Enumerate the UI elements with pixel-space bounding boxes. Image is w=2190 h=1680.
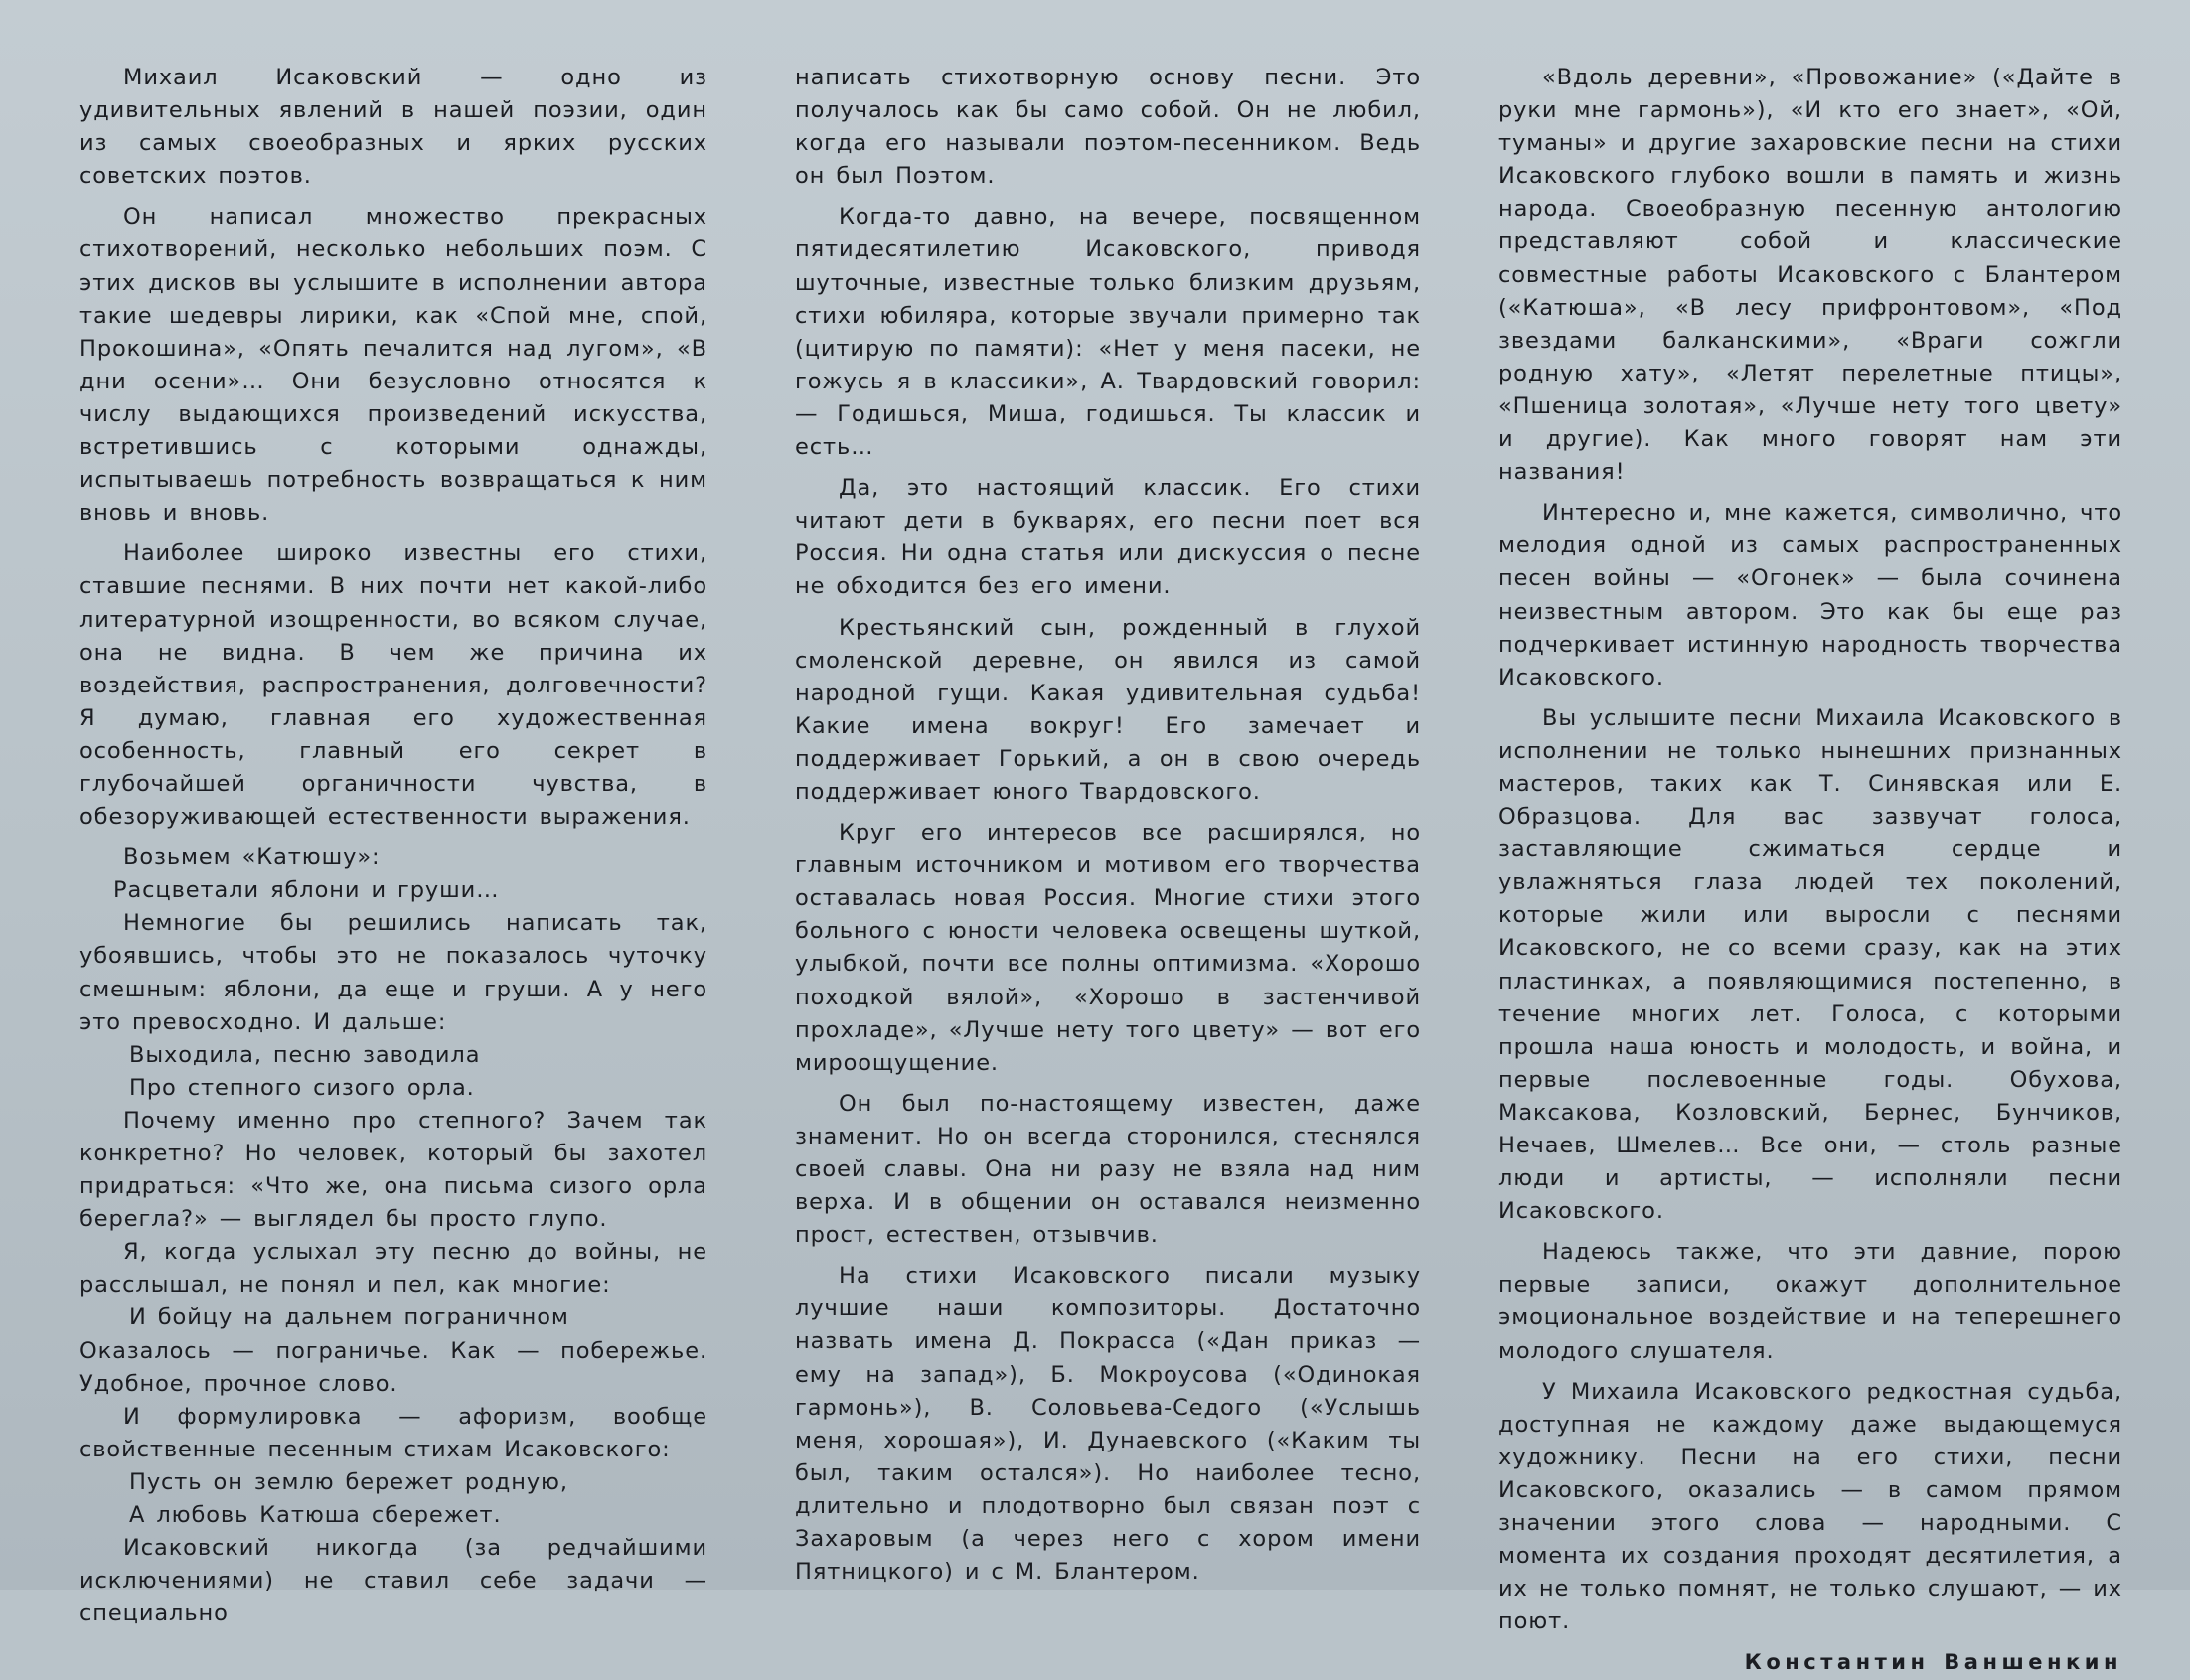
paragraph: Да, это настоящий классик. Его стихи читают дети в букварях, его песни поет вся Россия. Ни одна статья или дискуссия о песне не обходится без его имени.: [795, 475, 1421, 600]
paragraph: Вы услышите песни Михаила Исаковского в исполнении не только нынешних признанных мастеров, таких как Т. Синявская или Е. Образцова. Для вас зазвучат голоса, заставляющие сжиматься сердце и увлажняться глаза людей тех поколений, которые жили или выросли с песнями Исаковского, не со всеми сразу, как на этих пластинках, а появляющимися постепенно, в течение многих лет. Голоса, с которыми прошла наша юность и молодость, и война, и первые послевоенные годы. Обухова, Максакова, Козловский, Бернес, Бунчиков, Нечаев, Шмелев… Все они, — столь разные люди и артисты, — исполняли песни Исаковского.: [1498, 704, 2122, 1225]
paragraph: Крестьянский сын, рожденный в глухой смоленской деревне, он явился из самой народной гущи. Какая удивительная судьба! Какие имена вокруг! Его замечает и поддерживает Горький, а он в свою очередь поддерживает юного Твардовского.: [795, 614, 1421, 805]
verse-quote: Расцветали яблони и груши…: [113, 877, 500, 904]
paragraph: Круг его интересов все расширялся, но главным источником и мотивом его творчества оставалась новая Россия. Многие стихи этого больного с юности человека освещены шуткой, улыбкой, почти все полны оптимизма. «Хорошо походкой вялой», «Хорошо в застенчивой прохладе», «Лучше нету того цвету» — вот его мироощущение.: [795, 820, 1421, 1076]
verse-quote: Пусть он землю бережет родную,: [129, 1468, 568, 1495]
paragraph: Он был по-настоящему известен, даже знаменит. Но он всегда сторонился, стеснялся своей славы. Она ни разу не взяла над ним верха. И в общении он оставался неизменно прост, естествен, отзывчив.: [795, 1090, 1421, 1249]
paragraph: И формулировка — афоризм, вообще свойственные песенным стихам Исаковского:: [79, 1403, 707, 1462]
verse-quote: Выходила, песню заводила: [129, 1041, 481, 1068]
verse-quote: Про степного сизого орла.: [129, 1074, 475, 1101]
paragraph: Немногие бы решились написать так, убоявшись, чтобы это не показалось чуточку смешным: яблони, да еще и груши. А у него это превосходно. И дальше:: [79, 910, 707, 1035]
paragraph: Наиболее широко известны его стихи, ставшие песнями. В них почти нет какой-либо литературной изощренности, во всяком случае, она не видна. В чем же причина их воздействия, распространения, долговечности? Я думаю, главная его художественная особенность, главный его секрет в глубочайшей органичности чувства, в обезоруживающей естественности выражения.: [79, 540, 707, 831]
verse-quote: А любовь Катюша сбережет.: [129, 1502, 502, 1529]
paragraph: У Михаила Исаковского редкостная судьба, доступная не каждому даже выдающемуся художнику. Песни на его стихи, песни Исаковского, оказались — в самом прямом значении этого слова — народными. С момента их создания проходят десятилетия, а их не только помнят, не только слушают, — их поют.: [1498, 1378, 2122, 1635]
paragraph: Почему именно про степного? Зачем так конкретно? Но человек, который бы захотел придраться: «Что же, она письма сизого орла берегла?» — выглядел бы просто глупо.: [79, 1107, 707, 1233]
paragraph: Надеюсь также, что эти давние, порою первые записи, окажут дополнительное эмоциональное воздействие и на теперешнего молодого слушателя.: [1498, 1239, 2122, 1364]
verse-quote: И бойцу на дальнем пограничном: [129, 1304, 569, 1331]
text-column-3: [1498, 62, 2122, 1680]
paragraph: «Вдоль деревни», «Провожание» («Дайте в руки мне гармонь»), «И кто его знает», «Ой, туманы» и другие захаровские песни на стихи Исаковского глубоко вошли в память и жизнь народа. Своеобразную песенную антологию представляют собой и классические совместные работы Исаковского с Блантером («Катюша», «В лесу прифронтовом», «Под звездами балканскими», «Враги сожгли родную хату», «Летят перелетные птицы», «Пшеница золотая», «Лучше нету того цвету» и другие). Как много говорят нам эти названия!: [1498, 65, 2122, 486]
paragraph: Оказалось — пограничье. Как — побережье. Удобное, прочное слово.: [79, 1337, 707, 1397]
paragraph: написать стихотворную основу песни. Это получалось как бы само собой. Он не любил, когда его называли поэтом-песенником. Ведь он был Поэтом.: [795, 65, 1421, 190]
author-signature: Константин Ваншенкин: [1744, 1650, 2122, 1675]
paragraph: Исаковский никогда (за редчайшими исключениями) не ставил себе задачи — специально: [79, 1535, 707, 1627]
paragraph: Когда-то давно, на вечере, посвященном пятидесятилетию Исаковского, приводя шуточные, известные только близким друзьям, стихи юбиляра, которые звучали примерно так (цитирую по памяти): «Нет у меня пасеки, не гожусь я в классики», А. Твардовский говорил: — Годишься, Миша, годишься. Ты классик и есть…: [795, 204, 1421, 461]
paragraph: Он написал множество прекрасных стихотворений, несколько небольших поэм. С этих дисков вы услышите в исполнении автора такие шедевры лирики, как «Спой мне, спой, Прокошина», «Опять печалится над лугом», «В дни осени»… Они безусловно относятся к числу выдающихся произведений искусства, встретившись с которыми однажды, испытываешь потребность возвращаться к ним вновь и вновь.: [79, 204, 707, 527]
paragraph: Интересно и, мне кажется, символично, что мелодия одной из самых распространенных песен войны — «Огонек» — была сочинена неизвестным автором. Это как бы еще раз подчеркивает истинную народность творчества Исаковского.: [1498, 500, 2122, 690]
paragraph: Михаил Исаковский — одно из удивительных явлений в нашей поэзии, один из самых своеобразных и ярких русских советских поэтов.: [79, 65, 707, 190]
text-column-1: [79, 62, 707, 1630]
paragraph: На стихи Исаковского писали музыку лучшие наши композиторы. Достаточно назвать имена Д. Покрасса («Дан приказ — ему на запад»), Б. Мокроусова («Одинокая гармонь»), В. Соловьева-Седого («Услышь меня, хорошая»), И. Дунаевского («Каким ты был, таким остался»). Но наиболее тесно, длительно и плодотворно был связан поэт с Захаровым (а через него с хором имени Пятницкого) и с М. Блантером.: [795, 1263, 1421, 1586]
text-column-2: [795, 62, 1421, 1597]
paragraph: Возьмем «Катюшу»:: [123, 844, 381, 871]
paragraph: Я, когда услыхал эту песню до войны, не расслышал, не понял и пел, как многие:: [79, 1239, 707, 1298]
